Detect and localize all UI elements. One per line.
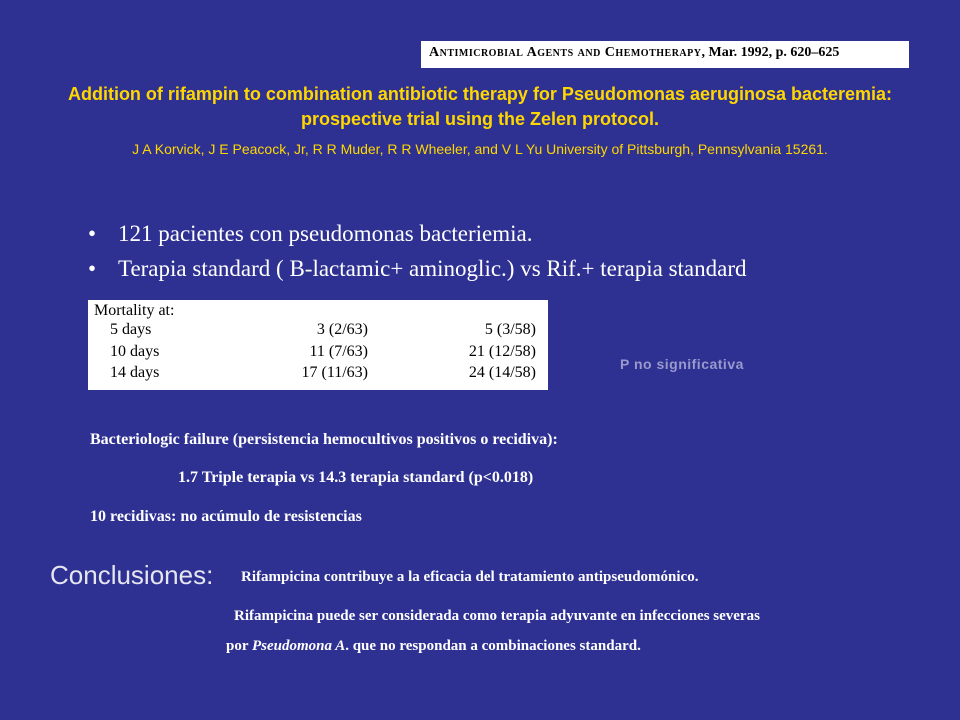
list-item: • 121 pacientes con pseudomonas bacteriemia.	[88, 221, 533, 246]
conclusion-2: Rifampicina puede ser considerada como terapia adyuvante en infecciones severas	[234, 608, 760, 624]
table-row: 10 days 11 (7/63) 21 (12/58)	[110, 343, 536, 360]
conclusion-3: por Pseudomona A. que no respondan a combinaciones standard.	[226, 638, 641, 654]
list-item: • Terapia standard ( B-lactamic+ aminoglic.) vs Rif.+ terapia standard	[88, 256, 747, 281]
conclusion-1: Rifampicina contribuye a la eficacia del tratamiento antipseudomónico.	[241, 569, 699, 585]
article-authors: J A Korvick, J E Peacock, Jr, R R Muder, R R Wheeler, and V L Yu University of Pittsburgh, Pennsylvania 15261.	[132, 141, 828, 157]
article-title: Addition of rifampin to combination antibiotic therapy for Pseudomonas aeruginosa bacteremia: prospective trial using the Zelen protocol.	[67, 84, 893, 129]
journal-name: Antimicrobial Agents and Chemotherapy	[429, 45, 702, 60]
bacteriologic-comparison-line: 1.7 Triple terapia vs 14.3 terapia standard (p<0.018)	[178, 469, 534, 486]
journal-issue: , Mar. 1992, p. 620–625	[701, 45, 840, 60]
table-row: 5 days 3 (2/63) 5 (3/58)	[110, 321, 536, 338]
bacteriologic-failure-line: Bacteriologic failure (persistencia hemocultivos positivos o recidiva):	[90, 431, 558, 448]
conclusions-heading: Conclusiones:	[50, 560, 214, 590]
table-row: 14 days 17 (11/63) 24 (14/58)	[110, 364, 536, 381]
recurrence-line: 10 recidivas: no acúmulo de resistencias	[90, 508, 362, 525]
table-header: Mortality at:	[94, 302, 175, 319]
p-value-note: P no significativa	[620, 356, 744, 372]
journal-citation	[421, 41, 909, 68]
bullet-list	[88, 216, 908, 286]
mortality-table	[88, 300, 548, 390]
